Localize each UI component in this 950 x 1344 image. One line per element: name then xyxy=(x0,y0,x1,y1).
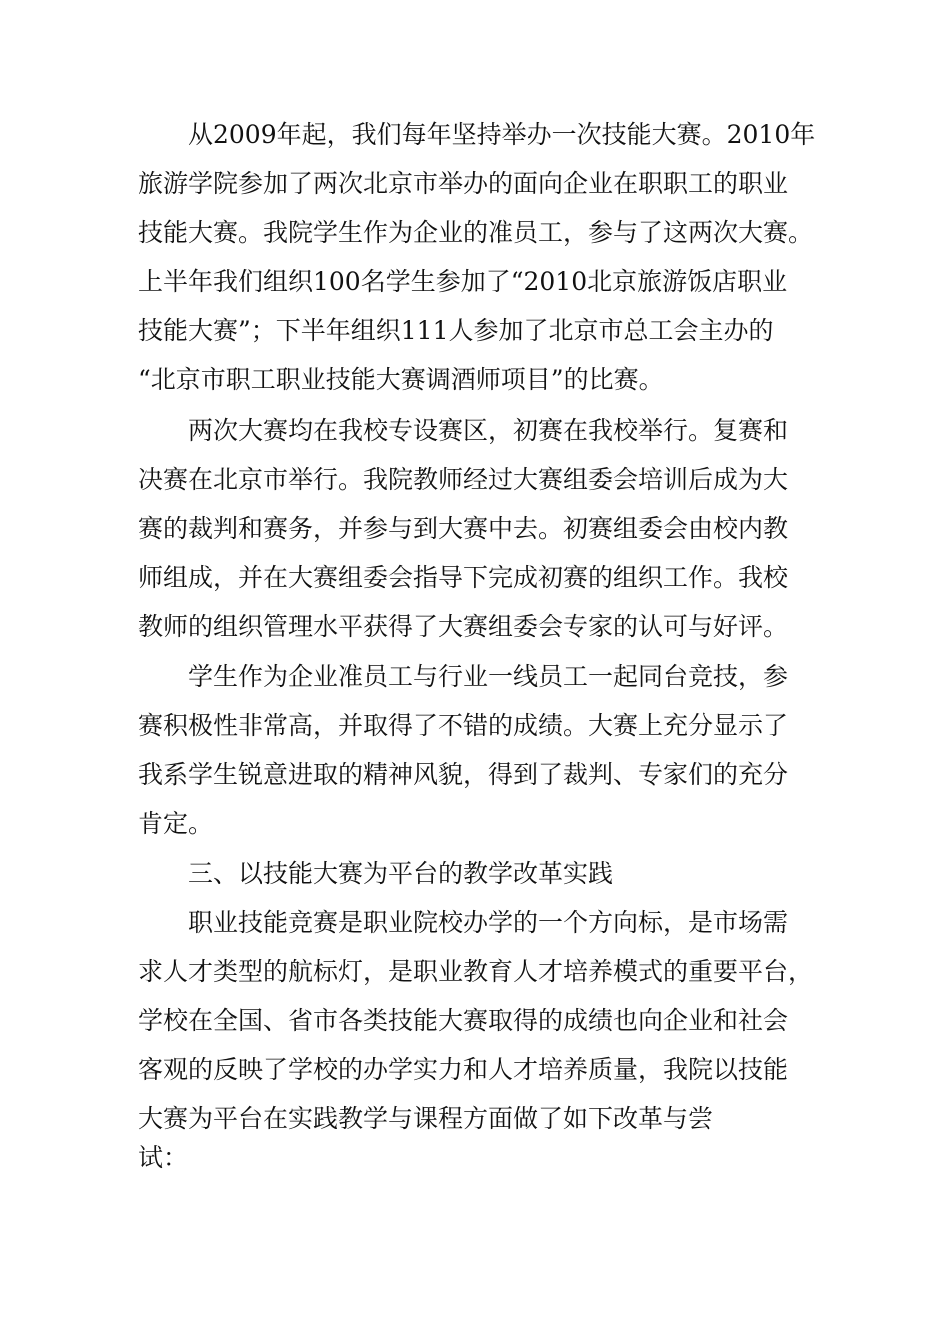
paragraph-1-line-6: “北京市职工职业技能大赛调酒师项目”的比赛。 xyxy=(138,365,664,394)
paragraph-5-line-2: 求人才类型的航标灯，是职业教育人才培养模式的重要平台， xyxy=(138,957,814,986)
paragraph-1-line-1: 从2009年起，我们每年坚持举办一次技能大赛。2010年 xyxy=(188,120,816,149)
paragraph-5-line-5: 大赛为平台在实践教学与课程方面做了如下改革与尝 xyxy=(138,1104,714,1133)
paragraph-1-line-5: 技能大赛”；下半年组织111人参加了北京市总工会主办的 xyxy=(138,316,774,345)
paragraph-5-line-1: 职业技能竞赛是职业院校办学的一个方向标，是市场需 xyxy=(188,908,789,937)
paragraph-5-line-3: 学校在全国、省市各类技能大赛取得的成绩也向企业和社会 xyxy=(138,1006,789,1035)
paragraph-1-line-4: 上半年我们组织100名学生参加了“2010北京旅游饭店职业 xyxy=(138,267,788,296)
paragraph-1-line-3: 技能大赛。我院学生作为企业的准员工，参与了这两次大赛。 xyxy=(138,218,814,247)
paragraph-2-line-4: 师组成，并在大赛组委会指导下完成初赛的组织工作。我校 xyxy=(138,563,789,592)
paragraph-1-line-2: 旅游学院参加了两次北京市举办的面向企业在职职工的职业 xyxy=(138,169,789,198)
paragraph-2-line-3: 赛的裁判和赛务，并参与到大赛中去。初赛组委会由校内教 xyxy=(138,514,789,543)
paragraph-3-line-4: 肯定。 xyxy=(138,809,214,838)
section-heading: 三、以技能大赛为平台的教学改革实践 xyxy=(188,859,614,888)
paragraph-2-line-2: 决赛在北京市举行。我院教师经过大赛组委会培训后成为大 xyxy=(138,465,789,494)
paragraph-3-line-1: 学生作为企业准员工与行业一线员工一起同台竞技，参 xyxy=(188,662,789,691)
paragraph-3-line-2: 赛积极性非常高，并取得了不错的成绩。大赛上充分显示了 xyxy=(138,711,789,740)
paragraph-5-line-4: 客观的反映了学校的办学实力和人才培养质量，我院以技能 xyxy=(138,1055,789,1084)
paragraph-3-line-3: 我系学生锐意进取的精神风貌，得到了裁判、专家们的充分 xyxy=(138,760,789,789)
paragraph-2-line-5: 教师的组织管理水平获得了大赛组委会专家的认可与好评。 xyxy=(138,612,789,641)
paragraph-2-line-1: 两次大赛均在我校专设赛区，初赛在我校举行。复赛和 xyxy=(188,416,789,445)
paragraph-5-line-6: 试： xyxy=(138,1143,189,1172)
